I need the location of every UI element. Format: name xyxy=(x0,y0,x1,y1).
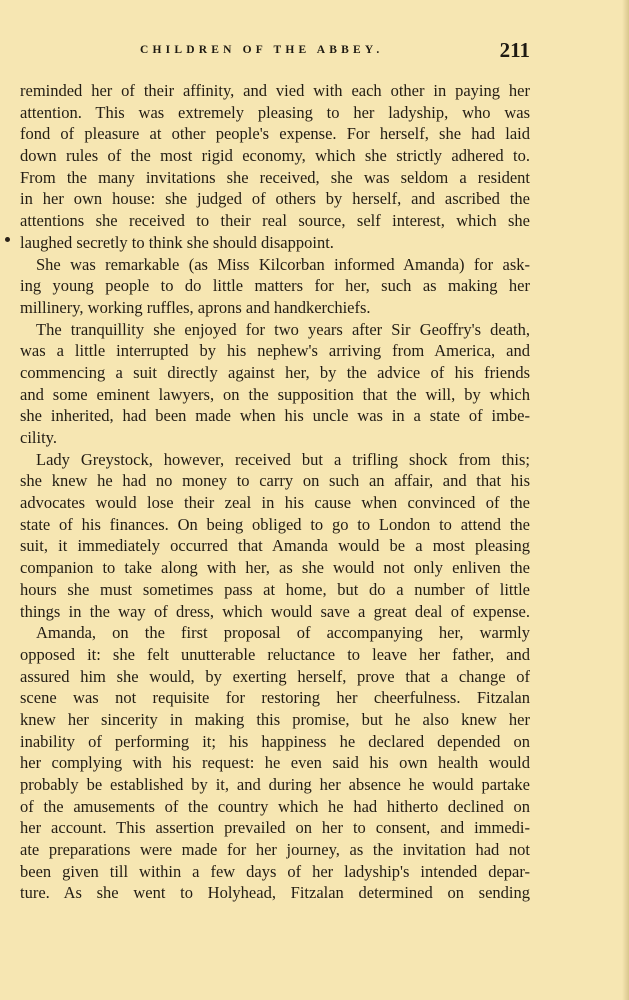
text-line: She was remarkable (as Miss Kilcorban informed Amanda) for ask- xyxy=(36,254,530,274)
page-edge xyxy=(622,0,629,1000)
text-line: laughed secretly to think she should disappoint. xyxy=(20,232,334,252)
text-line: hours she must sometimes pass at home, but do a number of little xyxy=(20,579,530,599)
text-line: companion to take along with her, as she would not only enliven the xyxy=(20,558,530,578)
text-line: Lady Greystock, however, received but a trifling shock from this; xyxy=(36,449,530,469)
page-number: 211 xyxy=(499,38,530,62)
text-line: of the amusements of the country which he had hitherto declined on xyxy=(20,796,530,816)
text-line: ing young people to do little matters for her, such as making her xyxy=(20,276,530,296)
running-head: CHILDREN OF THE ABBEY. xyxy=(140,44,384,56)
text-line: she inherited, had been made when his uncle was in a state of imbe- xyxy=(20,406,530,426)
text-line: her complying with his request: he even said his own health would xyxy=(20,753,530,773)
margin-mark xyxy=(5,237,10,242)
text-line: fond of pleasure at other people's expense. For herself, she had laid xyxy=(20,124,530,144)
text-line: probably be established by it, and during her absence he would partake xyxy=(20,775,530,794)
text-line: commencing a suit directly against her, by the advice of his friends xyxy=(20,362,530,382)
text-line: ture. As she went to Holyhead, Fitzalan determined on sending xyxy=(20,883,530,903)
text-line: knew her sincerity in making this promise, but he also knew her xyxy=(20,709,530,729)
text-line: reminded her of their affinity, and vied with each other in paying her xyxy=(20,81,530,100)
text-line: advocates would lose their zeal in his cause when convinced of the xyxy=(20,493,530,513)
body-text xyxy=(20,80,530,904)
text-line: and some eminent lawyers, on the supposition that the will, by which xyxy=(20,384,530,404)
text-line: inability of performing it; his happiness he declared depended on xyxy=(20,731,530,751)
text-line: Amanda, on the first proposal of accompanying her, warmly xyxy=(36,623,530,643)
text-line: millinery, working ruffles, aprons and handkerchiefs. xyxy=(20,297,371,317)
text-line: From the many invitations she received, she was seldom a resident xyxy=(20,167,530,187)
text-line: state of his finances. On being obliged to go to London to attend the xyxy=(20,514,530,534)
text-line: her account. This assertion prevailed on her to consent, and immedi- xyxy=(20,818,530,838)
text-line: she knew he had no money to carry on such an affair, and that his xyxy=(20,471,530,491)
text-line: ate preparations were made for her journey, as the invitation had not xyxy=(20,840,530,860)
text-line: suit, it immediately occurred that Amanda would be a most pleasing xyxy=(20,536,530,556)
text-line: opposed it: she felt unutterable reluctance to leave her father, and xyxy=(20,644,530,664)
text-line: down rules of the most rigid economy, which she strictly adhered to. xyxy=(20,146,530,166)
text-line: assured him she would, by exerting herself, prove that a change of xyxy=(20,666,530,686)
text-line: attentions she received to their real source, self interest, which she xyxy=(20,211,530,231)
text-line: in her own house: she judged of others by herself, and ascribed the xyxy=(20,189,530,209)
text-line: scene was not requisite for restoring her cheerfulness. Fitzalan xyxy=(20,688,530,708)
page-header xyxy=(140,38,530,68)
text-line: been given till within a few days of her ladyship's intended depar- xyxy=(20,861,530,881)
text-line: things in the way of dress, which would save a great deal of expense. xyxy=(20,601,530,621)
text-line: was a little interrupted by his nephew's arriving from America, and xyxy=(20,341,530,361)
text-line: cility. xyxy=(20,428,57,447)
text-line: The tranquillity she enjoyed for two years after Sir Geoffry's death, xyxy=(36,319,530,339)
text-line: attention. This was extremely pleasing to her ladyship, who was xyxy=(20,102,530,122)
